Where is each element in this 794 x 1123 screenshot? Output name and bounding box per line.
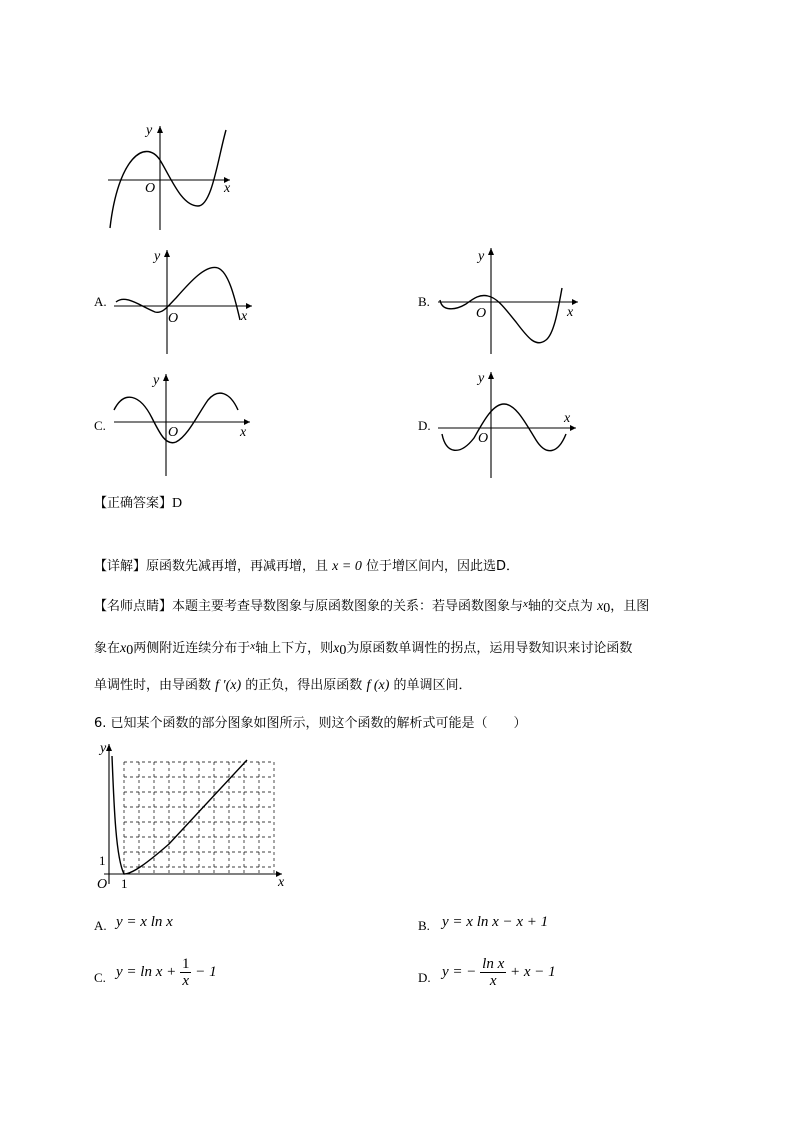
option-c-graph[interactable] (110, 370, 260, 480)
q6-option-d-label[interactable]: D. (418, 970, 431, 985)
answer-label: 【正确答案】 (94, 496, 173, 511)
q6-option-d-formula[interactable]: y = − $\frac{\text{ln x}}{x}$ + x − 1 (442, 956, 556, 989)
option-d-graph[interactable] (436, 368, 586, 480)
grid (124, 762, 274, 874)
q6-option-c-label[interactable]: C. (94, 970, 106, 985)
comment-line-1: 【名师点睛】本题主要考查导数图象与原函数图象的关系：若导函数图象与$^x$轴的交点为 $x_0$，且图 (94, 598, 650, 616)
origin-label: O (168, 311, 179, 326)
axis-x-label: x (224, 181, 231, 196)
option-a-graph[interactable] (110, 246, 260, 356)
origin-label: O (478, 431, 489, 446)
q6-option-c-formula[interactable]: y = ln x + $\frac{1}{x}$ − 1 (116, 956, 217, 989)
axis-y-label: y (100, 741, 107, 756)
x-tick-1: 1 (121, 876, 128, 891)
origin-label: O (97, 877, 108, 892)
comment-line-2: 象在$x_0$两侧附近连续分布于$^x$轴上下方，则$x_0$为原函数单调性的拐点，运用导数知识来讨论函数 (94, 640, 633, 658)
answer-line (94, 494, 182, 514)
axis-y-label: y (478, 371, 485, 386)
fraction: $\frac{\text{ln x}}{x}$ (482, 956, 505, 989)
origin-label: O (168, 425, 179, 440)
q6-option-a-formula[interactable]: y = x ln x (116, 914, 173, 930)
option-d-label[interactable]: D. (418, 418, 431, 433)
axis-x-label: x (564, 411, 571, 426)
y-tick-1: 1 (99, 853, 106, 868)
q6-option-b-label[interactable]: B. (418, 918, 430, 933)
axis-x-label: x (241, 309, 248, 324)
axis-x-label: x (278, 875, 285, 890)
origin-label: O (145, 181, 156, 196)
question-6-graph (94, 738, 294, 890)
comment-label: 【名师点睛】 (94, 599, 173, 614)
origin-label: O (476, 306, 487, 321)
axis-y-label: y (146, 123, 153, 138)
question-6-stem: 6. 已知某个函数的部分图象如图所示，则这个函数的解析式可能是（ ） (94, 716, 527, 731)
option-c-label[interactable]: C. (94, 418, 106, 433)
function-notation: f (x) (366, 678, 390, 693)
detail-math: x = 0 (332, 559, 362, 574)
detail-label: 【详解】 (94, 559, 147, 574)
option-b-graph[interactable] (436, 244, 586, 356)
option-b-label[interactable]: B. (418, 294, 430, 309)
option-a-label[interactable]: A. (94, 294, 107, 309)
axis-y-label: y (153, 373, 160, 388)
detail-line: 【详解】原函数先减再增，再减再增，且 x = 0 位于增区间内，因此选D． (94, 559, 519, 574)
axis-y-label: y (154, 249, 161, 264)
axis-y-label: y (478, 249, 485, 264)
answer-value: D (172, 496, 183, 511)
fraction: $\frac{1}{x}$ (181, 956, 190, 989)
axis-x-label: x (240, 425, 247, 440)
q6-option-b-formula[interactable]: y = x ln x − x + 1 (442, 914, 549, 930)
comment-line-3: 单调性时，由导函数 f ′(x) 的正负，得出原函数 f (x) 的单调区间． (94, 678, 472, 693)
derivative-notation: f ′(x) (215, 678, 242, 693)
axis-x-label: x (567, 305, 574, 320)
original-function-graph (100, 118, 240, 233)
q6-option-a-label[interactable]: A. (94, 918, 107, 933)
